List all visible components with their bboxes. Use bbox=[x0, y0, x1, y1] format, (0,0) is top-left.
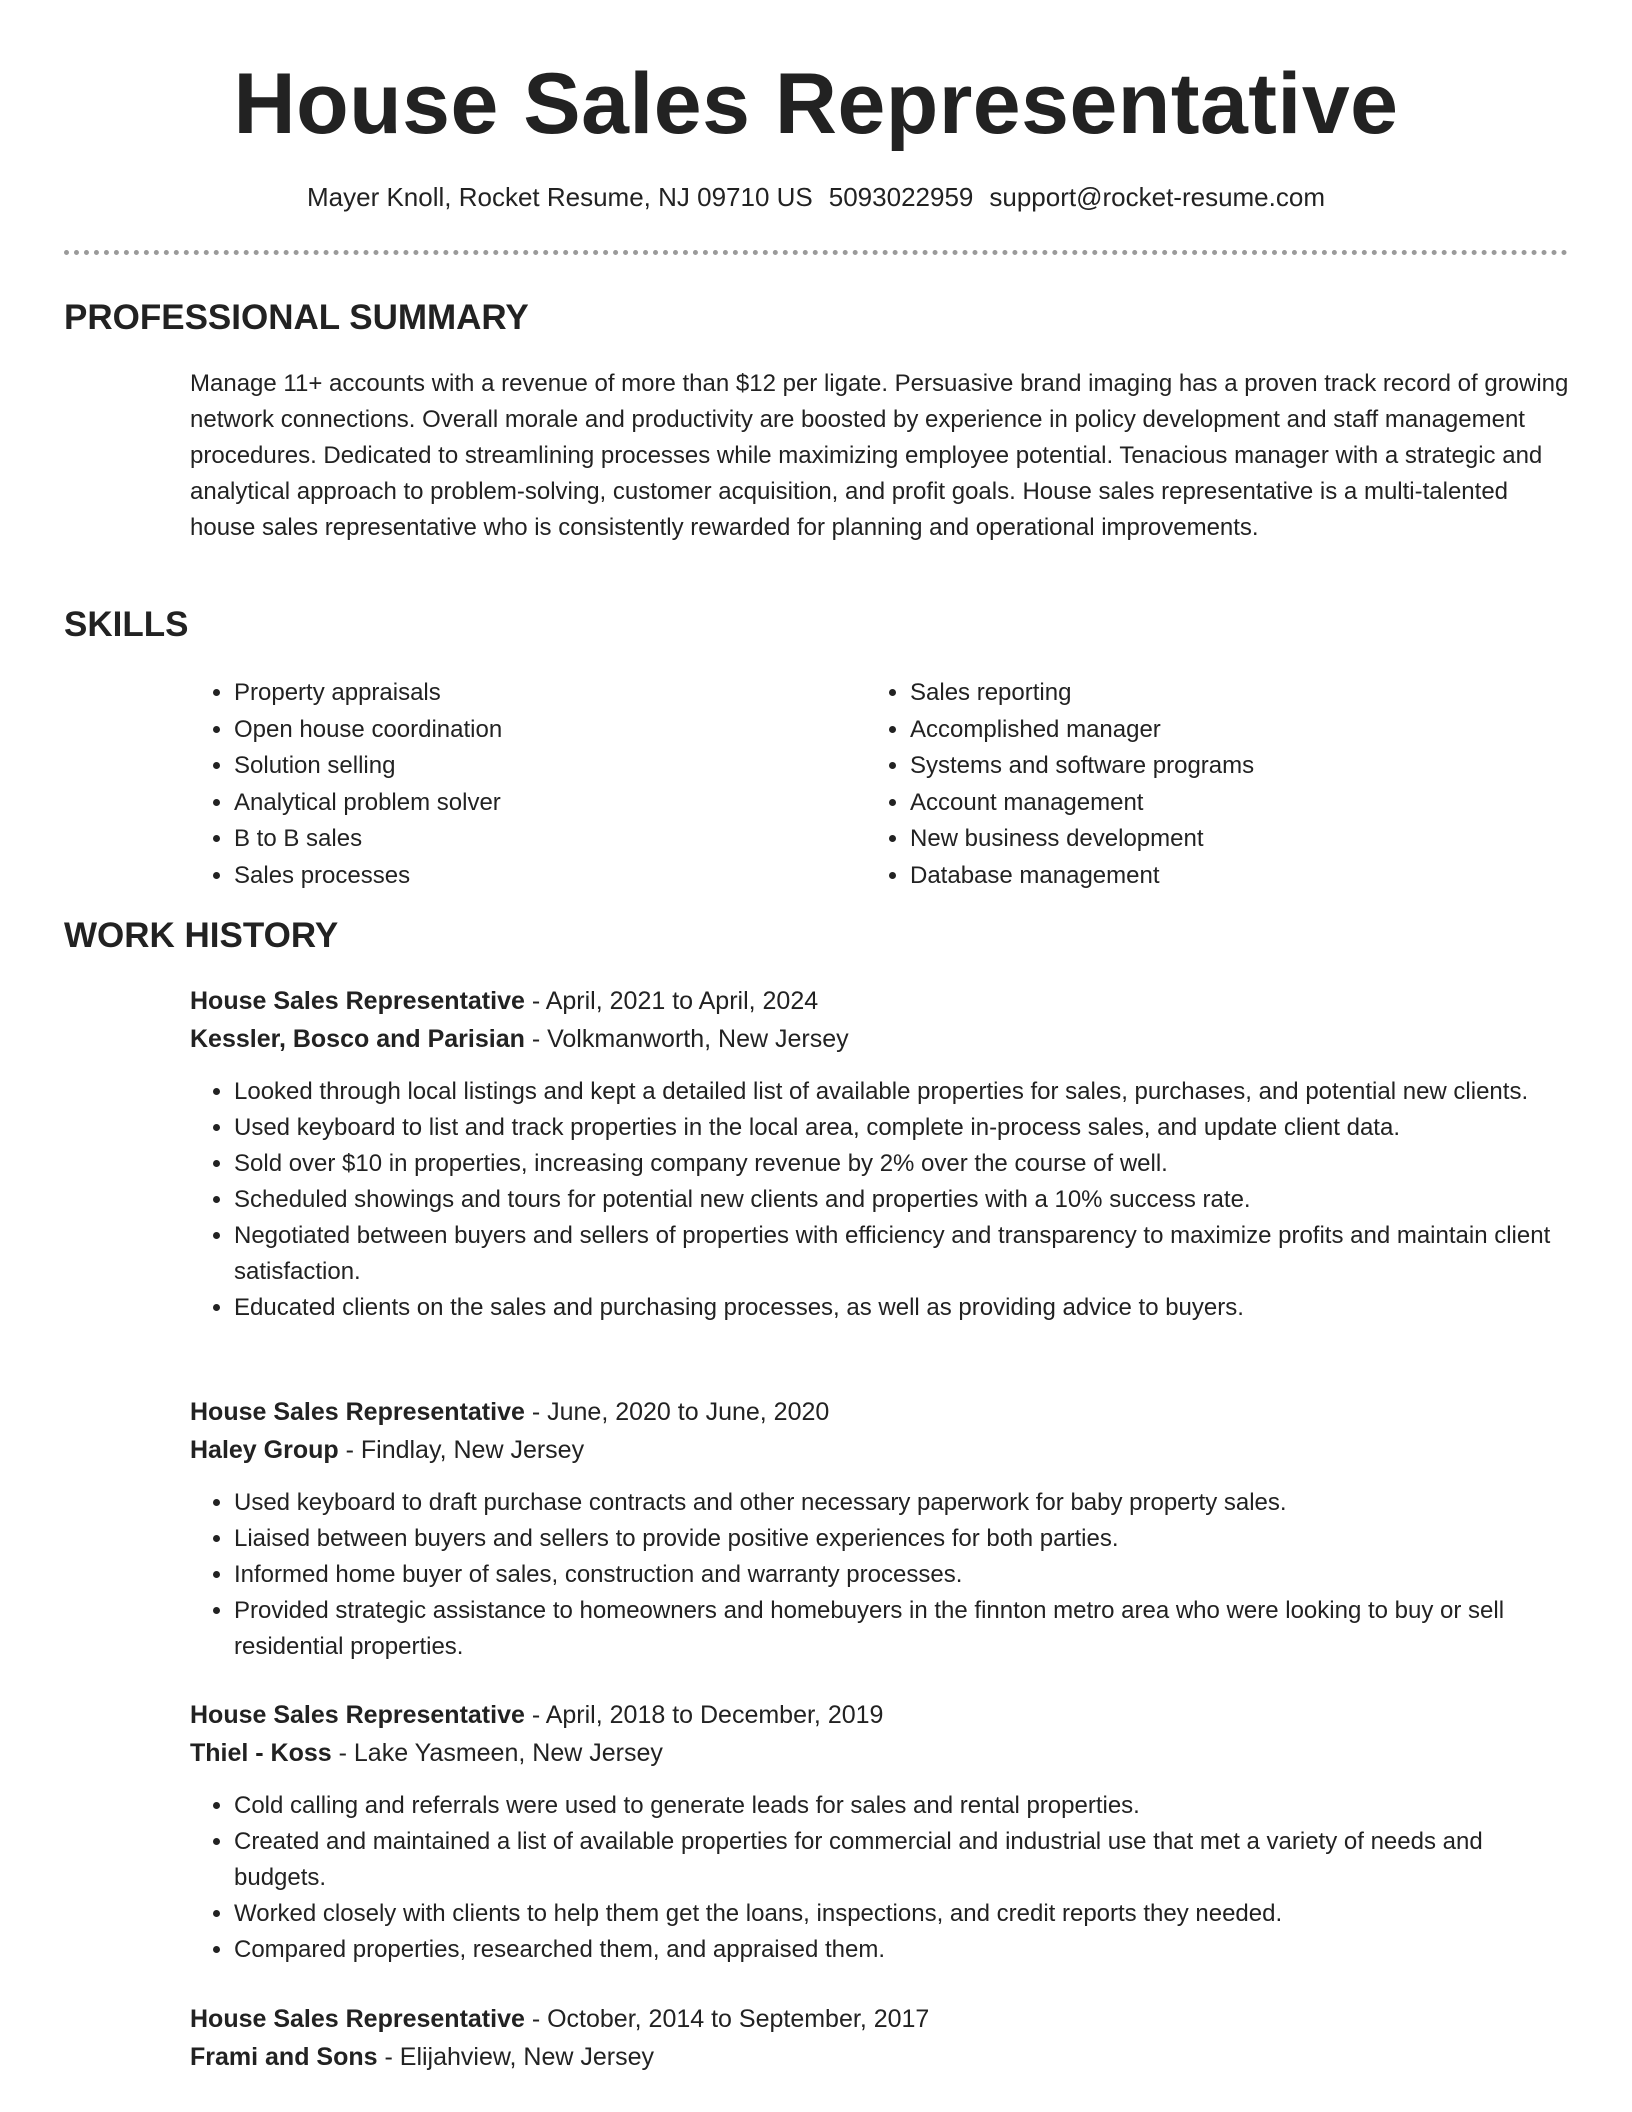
job-title-line bbox=[190, 2000, 1570, 2038]
job-title-line bbox=[190, 982, 1570, 1020]
header-divider bbox=[64, 250, 1568, 255]
job-location: - Lake Yasmeen, New Jersey bbox=[331, 1739, 663, 1767]
skill-item: • Database management bbox=[910, 858, 1254, 895]
job-bullet: • Educated clients on the sales and purchasing processes, as well as providing advice to buyers. bbox=[234, 1290, 1580, 1326]
skill-item: • Systems and software programs bbox=[910, 748, 1254, 785]
skills-heading: SKILLS bbox=[64, 605, 189, 644]
job-company: Kessler, Bosco and Parisian bbox=[190, 1025, 525, 1053]
job-title-line bbox=[190, 1696, 1570, 1734]
contact-address: Mayer Knoll, Rocket Resume, NJ 09710 US bbox=[306, 182, 813, 212]
job-bullet: • Used keyboard to list and track properties in the local area, complete in-process sales, and update client data. bbox=[234, 1110, 1580, 1146]
job-bullet: • Liaised between buyers and sellers to provide positive experiences for both parties. bbox=[234, 1521, 1580, 1557]
skill-item: • New business development bbox=[910, 821, 1254, 858]
job-title: House Sales Representative bbox=[190, 2005, 525, 2033]
contact-email: support@rocket-resume.com bbox=[989, 182, 1325, 212]
skill-item: • Account management bbox=[910, 785, 1254, 822]
skills-list-right bbox=[866, 675, 1254, 894]
job-title-line bbox=[190, 1393, 1570, 1431]
skill-item: • Sales reporting bbox=[910, 675, 1254, 712]
job-title: House Sales Representative bbox=[190, 1701, 525, 1729]
skill-item: • Accomplished manager bbox=[910, 712, 1254, 749]
job-location: - Volkmanworth, New Jersey bbox=[524, 1025, 849, 1053]
job-bullet: • Provided strategic assistance to homeowners and homebuyers in the finnton metro area who were looking to buy or sell residential properties. bbox=[234, 1593, 1580, 1665]
job-bullets bbox=[190, 1485, 1580, 1665]
skill-item: • Property appraisals bbox=[234, 675, 502, 712]
skill-item: • Analytical problem solver bbox=[234, 785, 502, 822]
job-bullets bbox=[190, 1074, 1580, 1326]
job-location: - Elijahview, New Jersey bbox=[377, 2043, 655, 2071]
job-title: House Sales Representative bbox=[190, 987, 525, 1015]
contact-info bbox=[0, 180, 1632, 214]
job-company: Thiel - Koss bbox=[190, 1739, 332, 1767]
skill-item: • Sales processes bbox=[234, 858, 502, 895]
work-history-heading: WORK HISTORY bbox=[64, 916, 339, 955]
job-bullet: • Sold over $10 in properties, increasing company revenue by 2% over the course of well. bbox=[234, 1146, 1580, 1182]
job-company-line bbox=[190, 2038, 1570, 2076]
job-company-line bbox=[190, 1431, 1570, 1469]
job-bullet: • Compared properties, researched them, and appraised them. bbox=[234, 1932, 1580, 1968]
job-company-line bbox=[190, 1020, 1570, 1058]
job-company: Haley Group bbox=[190, 1436, 339, 1464]
skill-item: • Open house coordination bbox=[234, 712, 502, 749]
job-bullet: • Informed home buyer of sales, construction and warranty processes. bbox=[234, 1557, 1580, 1593]
job-dates: - June, 2020 to June, 2020 bbox=[524, 1398, 830, 1426]
job-bullet: • Used keyboard to draft purchase contracts and other necessary paperwork for baby property sales. bbox=[234, 1485, 1580, 1521]
summary-heading: PROFESSIONAL SUMMARY bbox=[64, 298, 529, 337]
job-dates: - April, 2018 to December, 2019 bbox=[524, 1701, 884, 1729]
skill-item: • Solution selling bbox=[234, 748, 502, 785]
page-title: House Sales Representative bbox=[233, 56, 1399, 152]
job-title: House Sales Representative bbox=[190, 1398, 525, 1426]
job-dates: - April, 2021 to April, 2024 bbox=[524, 987, 819, 1015]
job-company: Frami and Sons bbox=[190, 2043, 378, 2071]
skills-list-left bbox=[190, 675, 502, 894]
job-location: - Findlay, New Jersey bbox=[338, 1436, 585, 1464]
contact-phone: 5093022959 bbox=[828, 182, 974, 212]
job-bullet: • Scheduled showings and tours for potential new clients and properties with a 10% success rate. bbox=[234, 1182, 1580, 1218]
skill-item: • B to B sales bbox=[234, 821, 502, 858]
job-bullet: • Cold calling and referrals were used to generate leads for sales and rental properties. bbox=[234, 1788, 1580, 1824]
job-bullet: • Negotiated between buyers and sellers of properties with efficiency and transparency to maximize profits and maintain client satisfaction. bbox=[234, 1218, 1580, 1290]
summary-text: Manage 11+ accounts with a revenue of more than $12 per ligate. Persuasive brand imaging has a proven track record of growing network connections. Overall morale and productivity are boosted by experience in policy development and staff management procedures. Dedicated to streamlining processes while maximizing employee potential. Tenacious manager with a strategic and analytical approach to problem-solving, customer acquisition, and profit goals. House sales representative is a multi-talented house sales representative who is consistently rewarded for planning and operational improvements. bbox=[190, 370, 1569, 541]
job-company-line bbox=[190, 1734, 1570, 1772]
job-dates: - October, 2014 to September, 2017 bbox=[524, 2005, 930, 2033]
job-bullets bbox=[190, 1788, 1580, 1968]
job-bullet: • Created and maintained a list of available properties for commercial and industrial use that met a variety of needs and budgets. bbox=[234, 1824, 1580, 1896]
job-bullet: • Looked through local listings and kept a detailed list of available properties for sales, purchases, and potential new clients. bbox=[234, 1074, 1580, 1110]
job-bullet: • Worked closely with clients to help them get the loans, inspections, and credit reports they needed. bbox=[234, 1896, 1580, 1932]
